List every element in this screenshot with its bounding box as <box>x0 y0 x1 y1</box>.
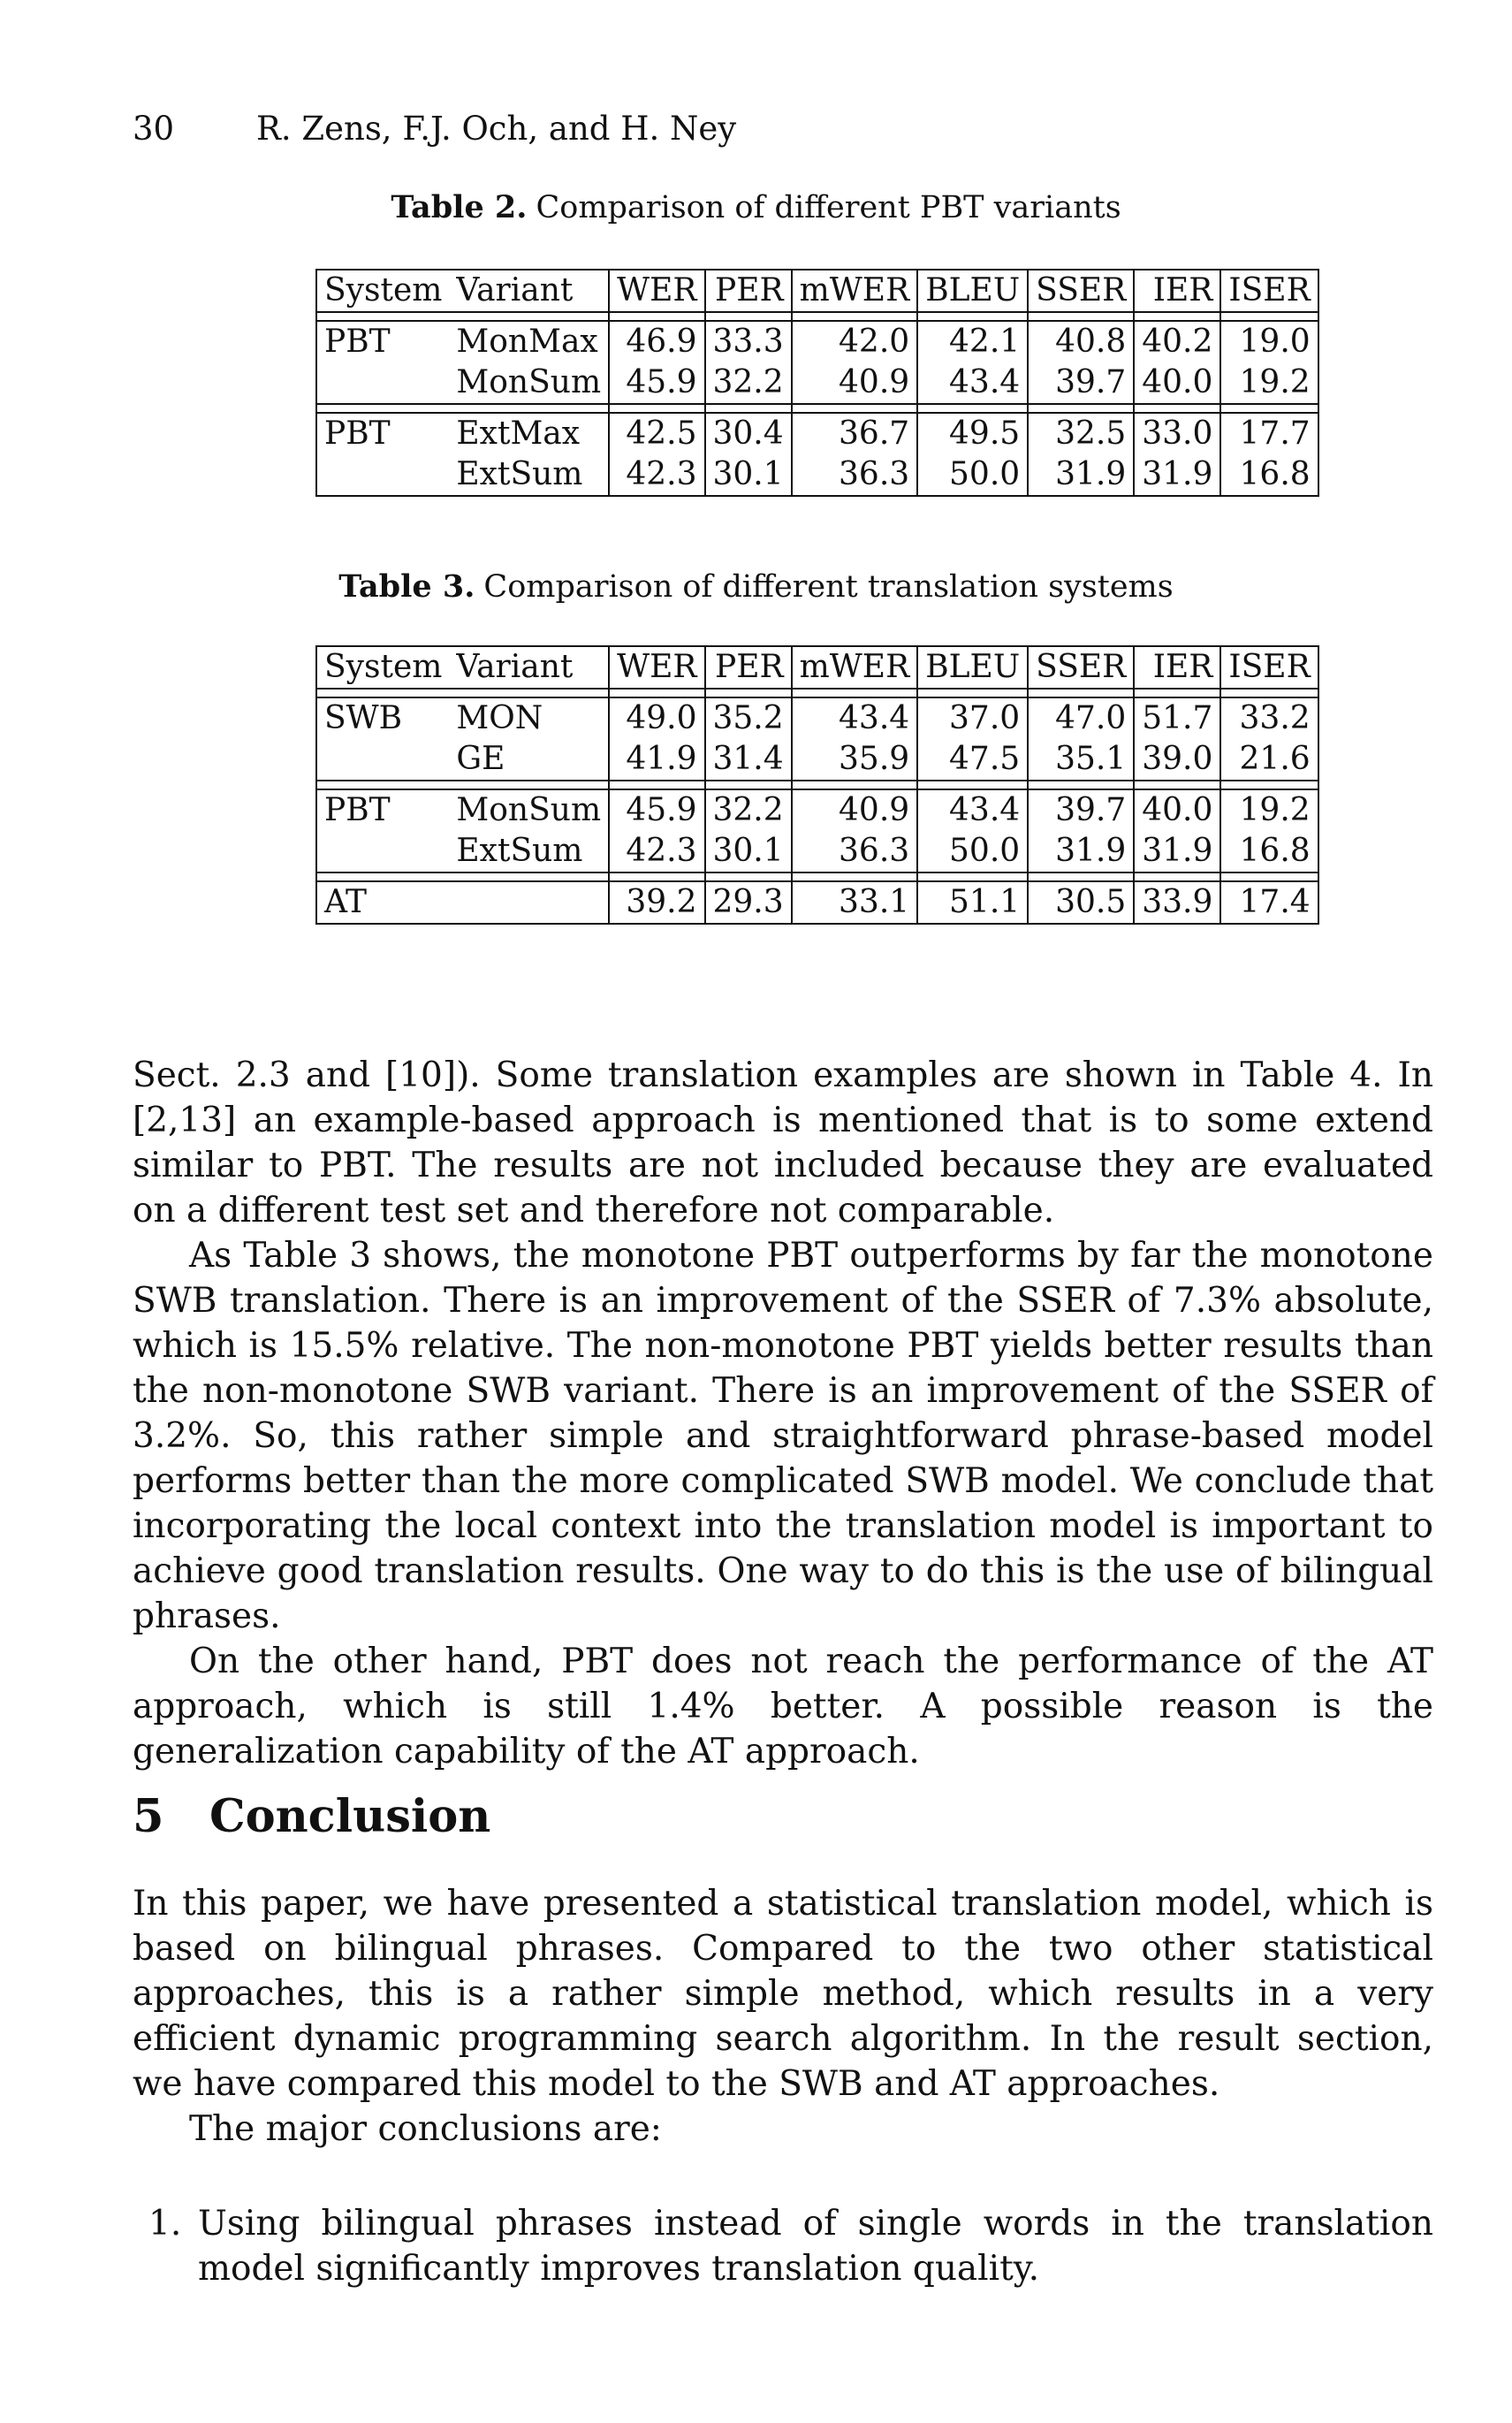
table3-caption <box>0 568 1512 605</box>
cell-value: 33.1 <box>792 881 918 924</box>
cell-value: 30.1 <box>705 454 792 496</box>
cell-value: 30.1 <box>705 831 792 872</box>
paragraph: As Table 3 shows, the monotone PBT outperforms by far the monotone SWB translation. There is an improvement of the SSER of 7.3% absolute, which is 15.5% relative. The non-monotone PBT yields better results than the non-monotone SWB variant. There is an improvement of the SSER of 3.2%. So, this rather simple and straightforward phrase-based model performs better than the more complicated SWB model. We conclude that incorporating the local context into the translation model is important to achieve good translation results. One way to do this is the use of bilingual phrases. <box>133 1236 1433 1636</box>
cell-value: 33.0 <box>1134 413 1220 454</box>
cell-value: 16.8 <box>1220 454 1318 496</box>
cell-value: 39.7 <box>1028 789 1134 831</box>
paragraph: On the other hand, PBT does not reach the performance of the AT approach, which is still 1.4% better. A possible reason is the generalization capability of the AT approach. <box>133 1642 1433 1772</box>
cell-value: 35.1 <box>1028 739 1134 781</box>
cell-value: 43.4 <box>917 789 1028 831</box>
cell-value: 31.9 <box>1134 454 1220 496</box>
cell-value: 49.0 <box>609 697 704 739</box>
cell-value: 42.0 <box>792 321 918 362</box>
column-header: Variant <box>449 646 609 689</box>
table-row <box>316 362 1318 404</box>
cell-value: 19.2 <box>1220 789 1318 831</box>
list-item-text: Using bilingual phrases instead of single words in the translation model significantly improves translation quality. <box>198 2204 1433 2289</box>
cell-variant: MonSum <box>449 789 609 831</box>
cell-variant: GE <box>449 739 609 781</box>
cell-value: 50.0 <box>917 454 1028 496</box>
cell-value: 35.9 <box>792 739 918 781</box>
column-header: System <box>316 646 449 689</box>
cell-system <box>316 831 449 872</box>
cell-value: 47.5 <box>917 739 1028 781</box>
cell-value: 42.5 <box>609 413 704 454</box>
cell-value: 33.3 <box>705 321 792 362</box>
cell-value: 43.4 <box>792 697 918 739</box>
table3 <box>315 645 1319 925</box>
column-header: Variant <box>449 270 609 312</box>
cell-value: 42.3 <box>609 831 704 872</box>
cell-value: 17.4 <box>1220 881 1318 924</box>
cell-value: 32.5 <box>1028 413 1134 454</box>
table-row <box>316 881 1318 924</box>
cell-value: 30.4 <box>705 413 792 454</box>
cell-value: 37.0 <box>917 697 1028 739</box>
cell-system <box>316 739 449 781</box>
cell-value: 40.0 <box>1134 789 1220 831</box>
cell-value: 16.8 <box>1220 831 1318 872</box>
table2 <box>315 269 1319 497</box>
column-header: IER <box>1134 646 1220 689</box>
table-row <box>316 789 1318 831</box>
cell-value: 40.9 <box>792 362 918 404</box>
table2-caption <box>0 189 1512 225</box>
table2-label: Table 2. <box>391 189 528 225</box>
cell-variant: MonSum <box>449 362 609 404</box>
page-number: 30 <box>133 110 175 148</box>
table-row <box>316 321 1318 362</box>
cell-value: 31.9 <box>1028 831 1134 872</box>
cell-value: 33.9 <box>1134 881 1220 924</box>
table2-caption-text: Comparison of different PBT variants <box>536 190 1121 225</box>
column-header: mWER <box>792 270 918 312</box>
cell-value: 46.9 <box>609 321 704 362</box>
table-row <box>316 697 1318 739</box>
column-header: ISER <box>1220 646 1318 689</box>
cell-variant: MON <box>449 697 609 739</box>
cell-value: 40.8 <box>1028 321 1134 362</box>
cell-value: 33.2 <box>1220 697 1318 739</box>
running-head <box>133 110 736 148</box>
cell-variant: MonMax <box>449 321 609 362</box>
column-header: SSER <box>1028 270 1134 312</box>
cell-system: PBT <box>316 789 449 831</box>
column-header: ISER <box>1220 270 1318 312</box>
section-number: 5 <box>133 1790 164 1843</box>
cell-value: 32.2 <box>705 789 792 831</box>
column-header: BLEU <box>917 646 1028 689</box>
column-header: BLEU <box>917 270 1028 312</box>
cell-system: SWB <box>316 697 449 739</box>
paragraph: The major conclusions are: <box>189 2109 662 2149</box>
cell-value: 51.1 <box>917 881 1028 924</box>
cell-value: 31.9 <box>1134 831 1220 872</box>
column-header: IER <box>1134 270 1220 312</box>
cell-value: 45.9 <box>609 789 704 831</box>
table-row <box>316 831 1318 872</box>
table-row <box>316 739 1318 781</box>
table3-header-row <box>316 646 1318 689</box>
cell-system: PBT <box>316 321 449 362</box>
cell-value: 31.4 <box>705 739 792 781</box>
list-item <box>133 2201 1433 2291</box>
cell-system <box>316 362 449 404</box>
cell-value: 40.2 <box>1134 321 1220 362</box>
column-header: WER <box>609 270 704 312</box>
table-row <box>316 413 1318 454</box>
table3-label: Table 3. <box>338 568 475 605</box>
cell-value: 39.7 <box>1028 362 1134 404</box>
cell-value: 21.6 <box>1220 739 1318 781</box>
section-heading <box>133 1790 490 1843</box>
cell-system: AT <box>316 881 449 924</box>
results-discussion <box>133 1053 1433 1774</box>
cell-value: 40.9 <box>792 789 918 831</box>
cell-value: 49.5 <box>917 413 1028 454</box>
column-header: mWER <box>792 646 918 689</box>
column-header: PER <box>705 646 792 689</box>
cell-variant: ExtMax <box>449 413 609 454</box>
cell-value: 19.0 <box>1220 321 1318 362</box>
cell-variant: ExtSum <box>449 831 609 872</box>
cell-variant <box>449 881 609 924</box>
column-header: PER <box>705 270 792 312</box>
running-head-authors: R. Zens, F.J. Och, and H. Ney <box>256 110 737 148</box>
paragraph: In this paper, we have presented a statistical translation model, which is based on bilingual phrases. Compared to the two other statistical approaches, this is a rather simple method, which results in a very efficient dynamic programming search algorithm. In the result section, we have compared this model to the SWB and AT approaches. <box>133 1884 1433 2104</box>
table3-caption-text: Comparison of different translation systems <box>483 569 1174 605</box>
cell-value: 29.3 <box>705 881 792 924</box>
cell-value: 36.3 <box>792 454 918 496</box>
cell-value: 36.7 <box>792 413 918 454</box>
section-title: Conclusion <box>209 1790 491 1843</box>
conclusion-text <box>133 1881 1433 2152</box>
cell-value: 47.0 <box>1028 697 1134 739</box>
table2-header-row <box>316 270 1318 312</box>
cell-value: 39.2 <box>609 881 704 924</box>
cell-value: 40.0 <box>1134 362 1220 404</box>
cell-value: 36.3 <box>792 831 918 872</box>
column-header: WER <box>609 646 704 689</box>
list-item-label: 1. <box>148 2204 182 2244</box>
cell-system: PBT <box>316 413 449 454</box>
cell-value: 17.7 <box>1220 413 1318 454</box>
cell-value: 42.1 <box>917 321 1028 362</box>
cell-value: 39.0 <box>1134 739 1220 781</box>
column-header: SSER <box>1028 646 1134 689</box>
cell-value: 45.9 <box>609 362 704 404</box>
table-row <box>316 454 1318 496</box>
cell-system <box>316 454 449 496</box>
cell-value: 42.3 <box>609 454 704 496</box>
cell-value: 35.2 <box>705 697 792 739</box>
paragraph: Sect. 2.3 and [10]). Some translation examples are shown in Table 4. In [2,13] an example-based approach is mentioned that is to some extend similar to PBT. The results are not included because they are evaluated on a different test set and therefore not comparable. <box>133 1055 1433 1231</box>
cell-value: 30.5 <box>1028 881 1134 924</box>
cell-value: 41.9 <box>609 739 704 781</box>
cell-value: 32.2 <box>705 362 792 404</box>
cell-value: 51.7 <box>1134 697 1220 739</box>
column-header: System <box>316 270 449 312</box>
cell-value: 31.9 <box>1028 454 1134 496</box>
cell-value: 50.0 <box>917 831 1028 872</box>
cell-value: 43.4 <box>917 362 1028 404</box>
cell-variant: ExtSum <box>449 454 609 496</box>
cell-value: 19.2 <box>1220 362 1318 404</box>
